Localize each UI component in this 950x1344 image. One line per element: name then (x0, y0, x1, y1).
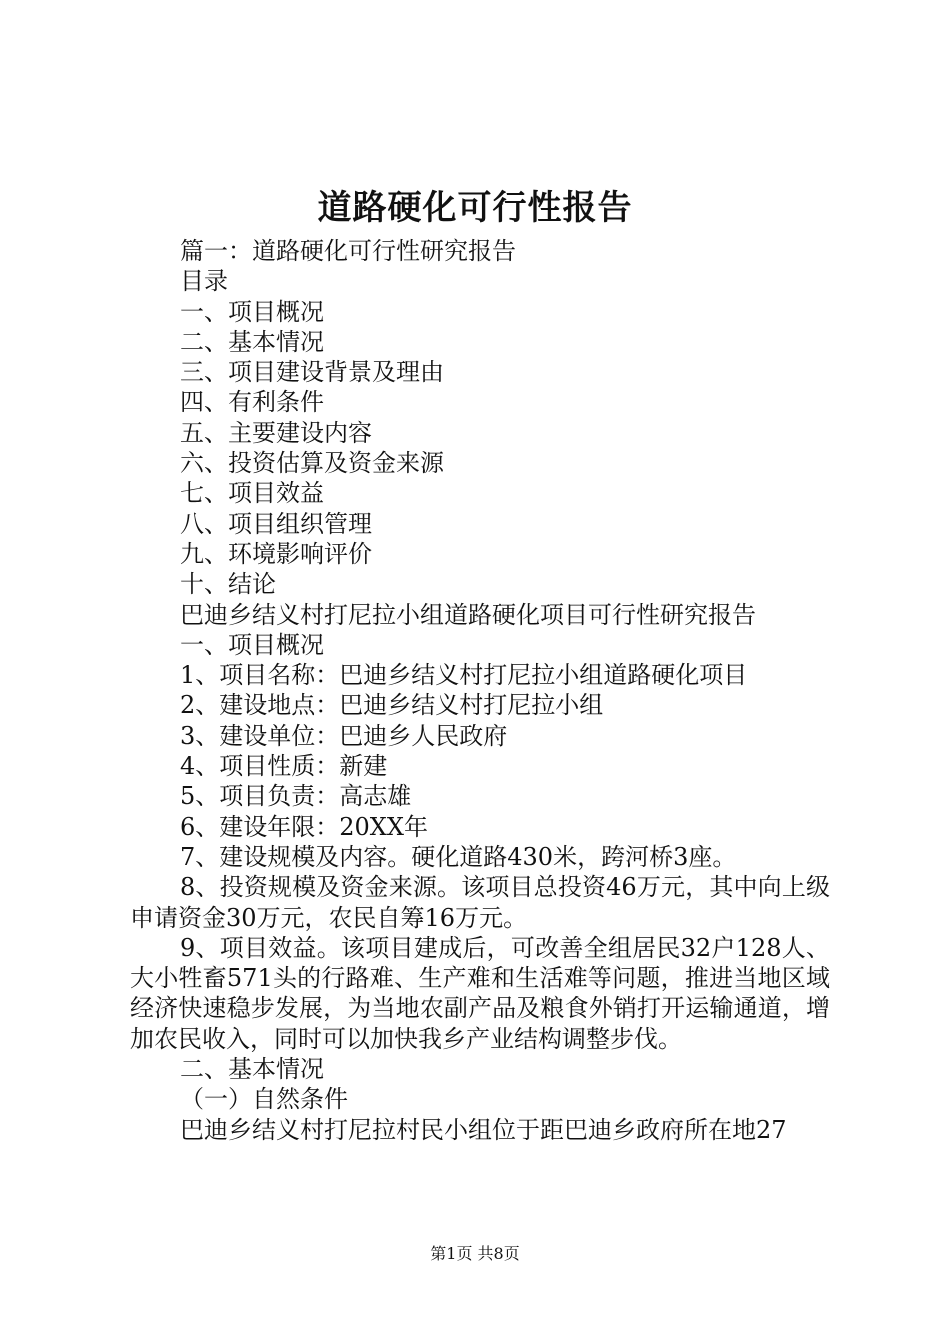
paragraph: 8、投资规模及资金来源。该项目总投资46万元，其中向上级申请资金30万元，农民自筹16万元。 (130, 873, 830, 932)
paragraph: 二、基本情况 (180, 1055, 324, 1084)
paragraph: 四、有利条件 (180, 388, 324, 417)
paragraph: 一、项目概况 (180, 297, 324, 326)
paragraph: 7、建设规模及内容。硬化道路430米，跨河桥3座。 (180, 842, 737, 871)
paragraph: 九、环境影响评价 (180, 539, 372, 568)
paragraph: 5、项目负责：高志雄 (180, 782, 412, 811)
document-body (130, 236, 830, 1145)
paragraph: 3、建设单位：巴迪乡人民政府 (180, 721, 508, 750)
paragraph: （一）自然条件 (180, 1085, 348, 1114)
paragraph: 目录 (180, 267, 228, 296)
paragraph: 三、项目建设背景及理由 (180, 358, 444, 387)
paragraph: 一、项目概况 (180, 630, 324, 659)
document-title: 道路硬化可行性报告 (317, 188, 633, 228)
paragraph: 巴迪乡结义村打尼拉村民小组位于距巴迪乡政府所在地27 (180, 1115, 787, 1144)
paragraph: 巴迪乡结义村打尼拉小组道路硬化项目可行性研究报告 (180, 600, 756, 629)
paragraph: 八、项目组织管理 (180, 509, 372, 538)
paragraph: 6、建设年限：20XX年 (180, 812, 428, 841)
paragraph: 七、项目效益 (180, 479, 324, 508)
paragraph: 六、投资估算及资金来源 (180, 449, 444, 478)
paragraph: 二、基本情况 (180, 327, 324, 356)
paragraph: 9、项目效益。该项目建成后，可改善全组居民32户128人、大小牲畜571头的行路难、生产难和生活难等问题，推进当地区域经济快速稳步发展，为当地农副产品及粮食外销打开运输通道，增加农民收入，同时可以加快我乡产业结构调整步伐。 (130, 933, 830, 1053)
paragraph: 2、建设地点：巴迪乡结义村打尼拉小组 (180, 691, 604, 720)
page-footer: 第1页 共8页 (430, 1244, 520, 1263)
paragraph: 1、项目名称：巴迪乡结义村打尼拉小组道路硬化项目 (180, 661, 748, 690)
paragraph: 4、项目性质：新建 (180, 752, 388, 781)
paragraph: 五、主要建设内容 (180, 418, 372, 447)
paragraph: 十、结论 (180, 570, 276, 599)
paragraph: 篇一：道路硬化可行性研究报告 (180, 237, 516, 265)
